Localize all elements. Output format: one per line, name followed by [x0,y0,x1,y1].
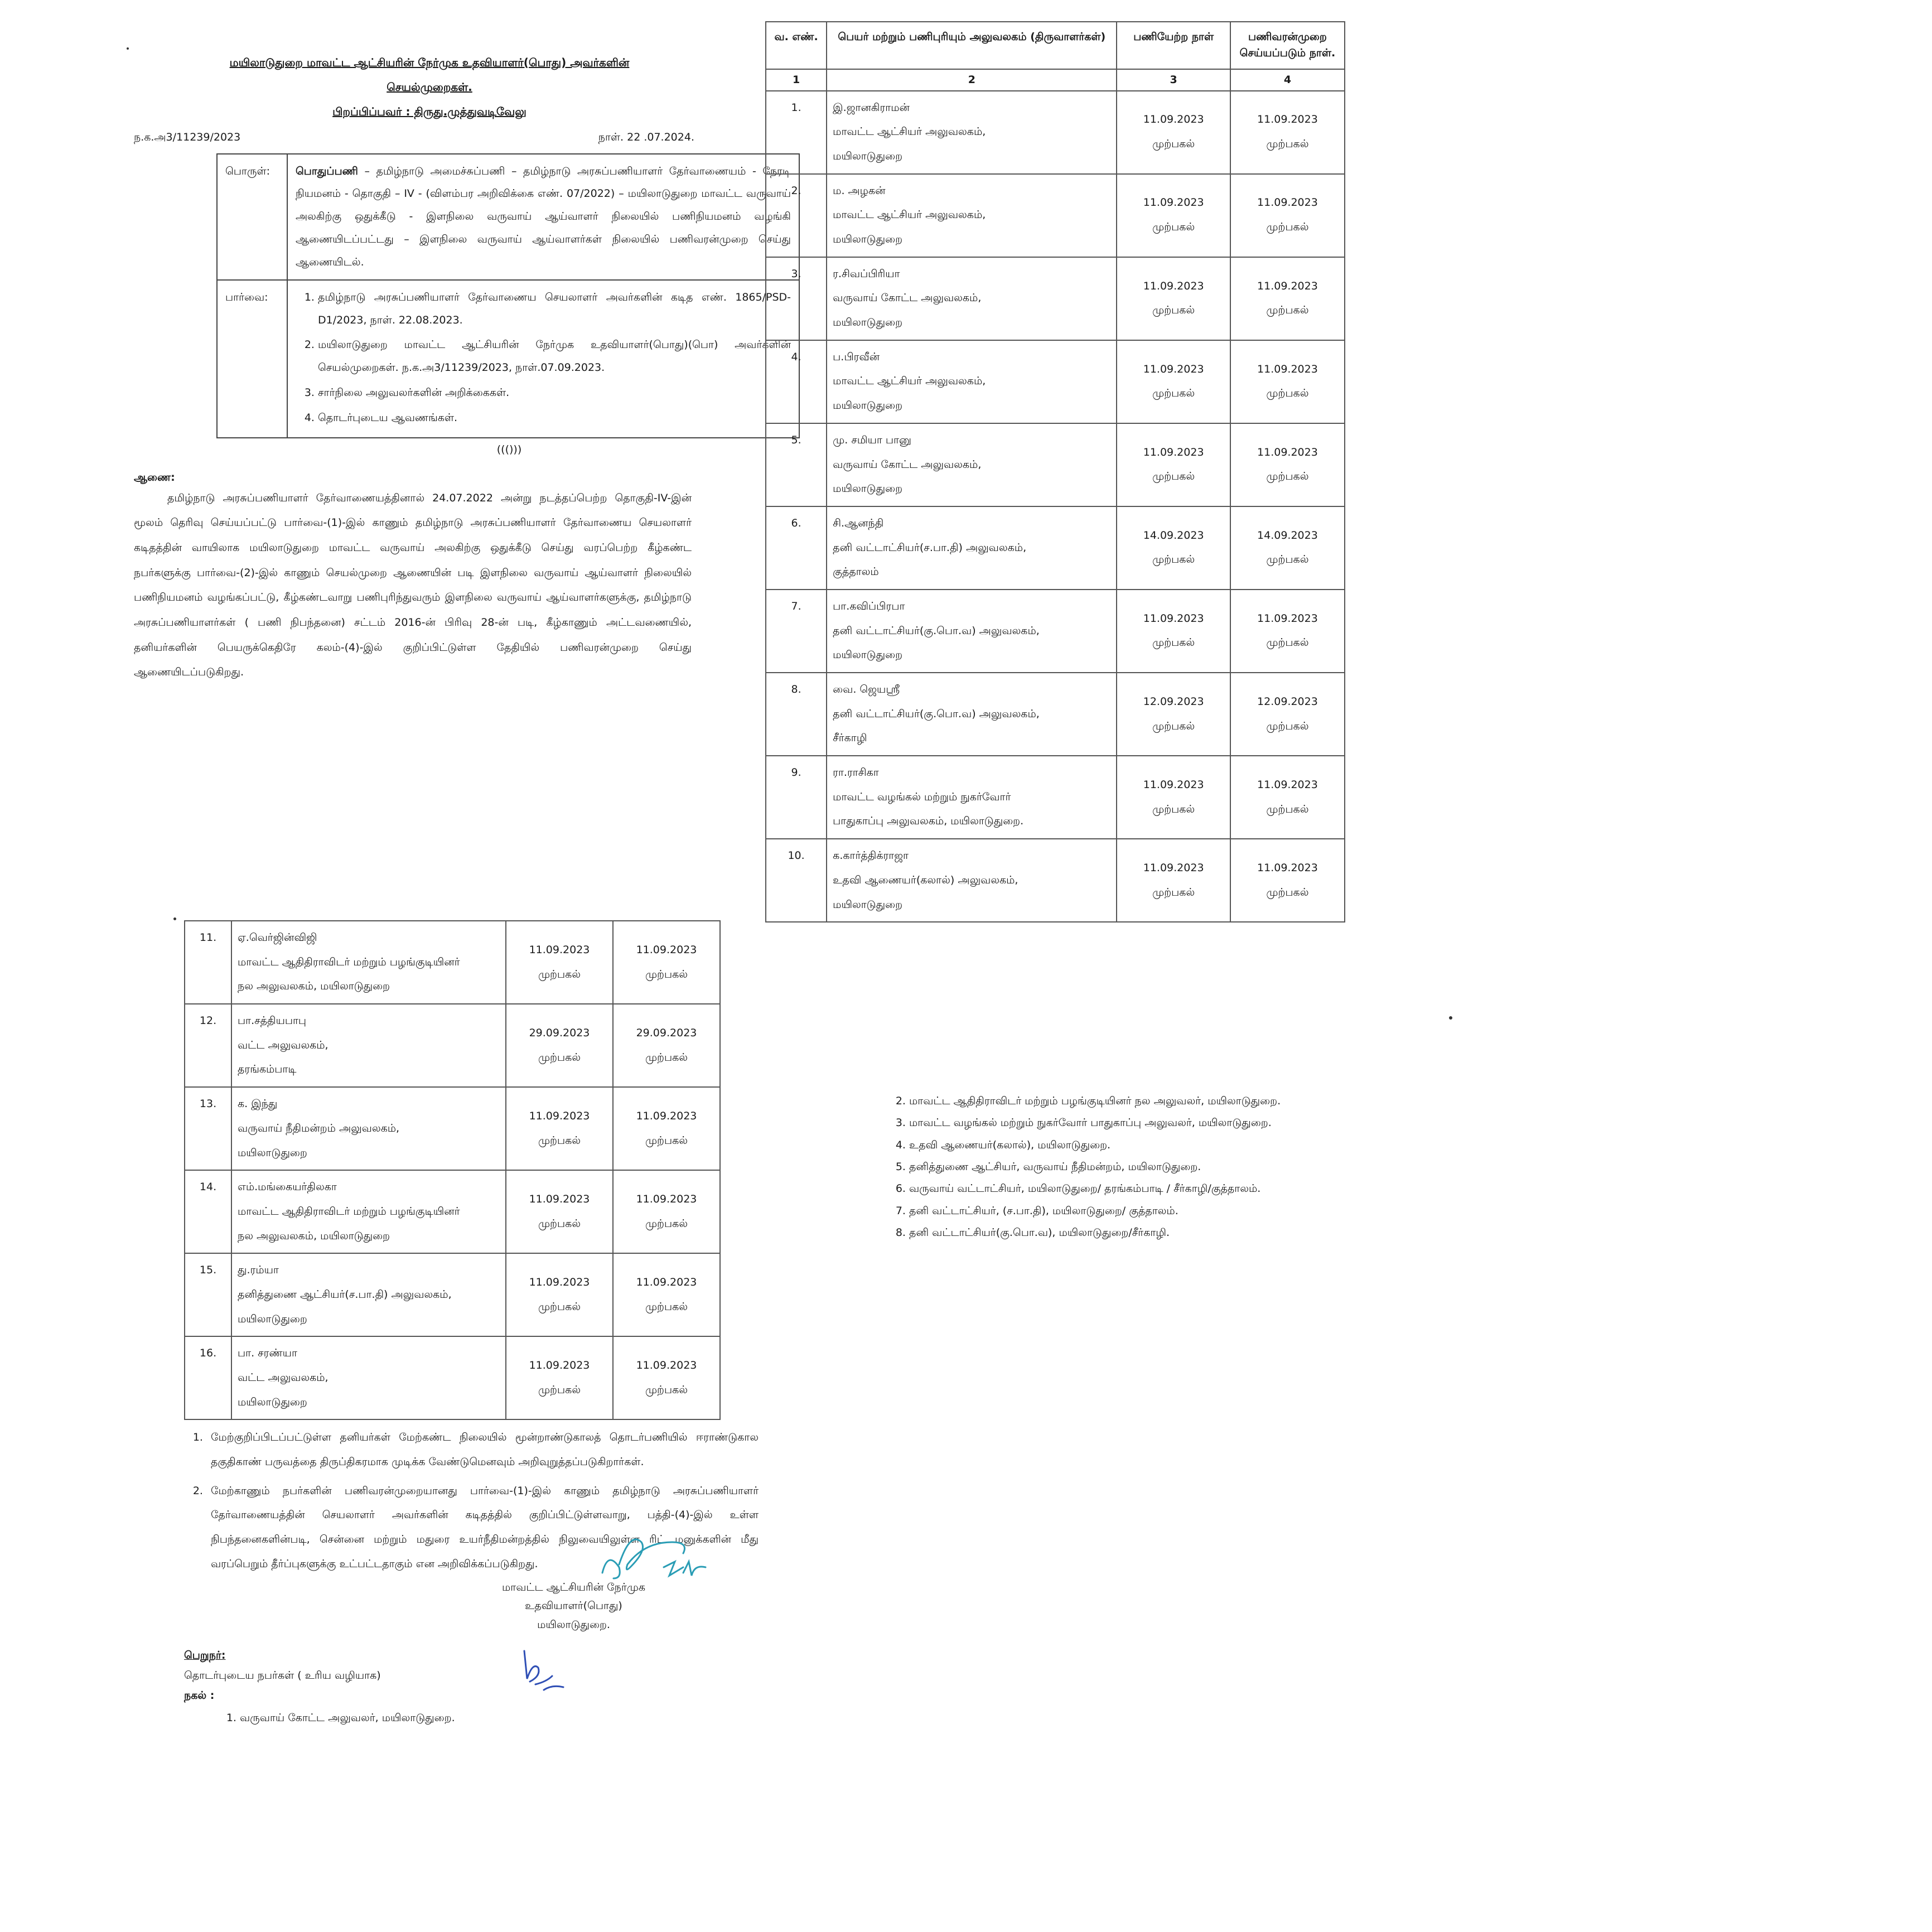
employee-name: ர.சிவப்பிரியா [833,267,900,280]
joined-date-cell [506,921,613,1004]
joined-date: 11.09.2023 [1143,861,1204,874]
joined-date-cell [1117,590,1230,673]
office-line: மயிலாடுதுறை [833,399,903,412]
regularised-session: முற்பகல் [645,1383,688,1396]
regularised-session: முற்பகல் [1266,553,1309,566]
office-line: மயிலாடுதுறை [833,149,903,162]
joined-session: முற்பகல் [1152,636,1195,649]
office-line: தரங்கம்பாடி [238,1063,297,1076]
employee-name: இ.ஜானகிராமன் [833,101,910,114]
column-index-row [766,69,1345,91]
joined-date-cell [506,1087,613,1170]
regularised-date-cell [613,1087,720,1170]
ref-date-line [134,129,692,146]
office-line: மாவட்ட ஆட்சியர் அலுவலகம், [833,209,986,221]
regularised-session: முற்பகல் [645,1300,688,1313]
office-line: மாவட்ட ஆட்சியர் அலுவலகம், [833,375,986,388]
table-row [766,257,1345,340]
note-item: 1. மேற்குறிப்பிடப்பட்டுள்ள தனியர்கள் மேற்கண்ட நிலையில் மூன்றாண்டுகாலத் தொடர்பணியில் ஈராண்டுகால தகுதிகாண் பருவத்தை திருப்திகரமாக முடிக்க வேண்டுமெனவும் அறிவுறுத்தப்படுகிறார்கள். [206,1426,759,1474]
table-row [185,1087,720,1170]
office-line: உதவி ஆணையர்(கலால்) அலுவலகம், [833,873,1018,886]
subject-label: பொருள்: [217,154,287,280]
table-row [185,1170,720,1253]
recipients-block [184,1645,574,1728]
office-line: மாவட்ட ஆதிதிராவிடர் மற்றும் பழங்குடியினர் [238,955,460,968]
reference-item: 2. மயிலாடுதுறை மாவட்ட ஆட்சியரின் நேர்முக உதவியாளர்(பொது)(பொ) அவர்களின் செயல்முறைகள். ந.க.அ3/11239/2023, நாள்.07.09.2023. [318,334,791,379]
office-line: மயிலாடுதுறை [833,649,903,661]
joined-date-cell [1117,340,1230,423]
serial-number: 12. [185,1004,231,1087]
regularised-date: 11.09.2023 [1257,363,1318,375]
signature-block [502,1578,645,1634]
regularised-date: 11.09.2023 [1257,612,1318,625]
table-body-page-1 [766,91,1345,922]
office-line: நல அலுவலகம், மயிலாடுதுறை [238,980,390,993]
col-header-name: பெயர் மற்றும் பணிபுரியும் அலுவலகம் (திருவாளர்கள்) [827,22,1117,69]
joined-session: முற்பகல் [538,1051,581,1064]
name-office-cell [827,590,1117,673]
serial-number: 7. [766,590,827,673]
regularised-date-cell [1230,506,1345,590]
regularised-session: முற்பகல் [1266,719,1309,732]
col-index: 2 [827,69,1117,91]
joined-session: முற்பகல் [538,1300,581,1313]
office-line: மயிலாடுதுறை [238,1312,307,1325]
col-index: 3 [1117,69,1230,91]
joined-session: முற்பகல் [1152,470,1195,483]
regularised-date-cell [613,1170,720,1253]
regularised-date-cell [1230,423,1345,506]
joined-session: முற்பகல் [1152,387,1195,400]
employee-name: க.கார்த்திக்ராஜா [833,849,909,862]
joined-date: 29.09.2023 [529,1026,590,1039]
table-row [766,839,1345,922]
office-line: தனி வட்டாட்சியர்(கு.பொ.வ) அலுவலகம், [833,707,1040,720]
office-line: நல அலுவலகம், மயிலாடுதுறை [238,1229,390,1242]
joined-date-cell [1117,756,1230,839]
joined-date-cell [1117,91,1230,174]
joined-session: முற்பகல் [1152,803,1195,815]
copy-item: 5. தனித்துணை ஆட்சியர், வருவாய் நீதிமன்றம், மயிலாடுதுறை. [909,1156,1389,1178]
joined-session: முற்பகல் [1152,221,1195,234]
joined-date: 11.09.2023 [1143,363,1204,375]
employee-name: எம்.மங்கையர்திலகா [238,1181,337,1194]
office-line: மாவட்ட ஆதிதிராவிடர் மற்றும் பழங்குடியினர் [238,1205,460,1218]
office-heading-2: செயல்முறைகள். [387,80,472,94]
regularised-session: முற்பகல் [645,1051,688,1064]
regularised-date: 11.09.2023 [636,1109,697,1122]
joined-date: 14.09.2023 [1143,529,1204,542]
serial-number: 13. [185,1087,231,1170]
table-row [766,423,1345,506]
employee-name: ப.பிரவீன் [833,350,880,363]
regularised-session: முற்பகல் [1266,138,1309,151]
employee-name: க. இந்து [238,1098,278,1110]
regularised-session: முற்பகல் [645,1134,688,1147]
serial-number: 6. [766,506,827,590]
recipients-to: தொடர்புடைய நபர்கள் ( உரிய வழியாக) [184,1669,381,1682]
office-line: வருவாய் நீதிமன்றம் அலுவலகம், [238,1122,400,1134]
joined-date-cell [1117,839,1230,922]
office-line: தனித்துணை ஆட்சியர்(ச.பா.தி) அலுவலகம், [238,1288,452,1301]
copy-item: 4. உதவி ஆணையர்(கலால்), மயிலாடுதுறை. [909,1134,1389,1156]
joined-date-cell [1117,506,1230,590]
scan-speck [173,917,176,920]
office-line: மயிலாடுதுறை [833,316,903,329]
joined-session: முற்பகல் [1152,553,1195,566]
order-second-page [184,920,759,1725]
table-row [185,1004,720,1087]
serial-number: 10. [766,839,827,922]
regularisation-table-continued [184,920,721,1420]
joined-date-cell [506,1336,613,1419]
subject-text [287,154,799,280]
table-row [766,91,1345,174]
order-heading: ஆணை: [134,471,175,484]
regularised-session: முற்பகல் [645,968,688,981]
regularised-date-cell [1230,257,1345,340]
joined-session: முற்பகல் [1152,138,1195,151]
scan-speck [1449,1016,1452,1020]
employee-name: ம. அழகன் [833,184,886,197]
regularised-date-cell [1230,839,1345,922]
copy-list-continued [887,1090,1389,1244]
table-row [185,921,720,1004]
office-line: மயிலாடுதுறை [238,1146,307,1159]
reference-list-cell [287,280,799,438]
reference-list [296,286,791,429]
office-line: மயிலாடுதுறை [833,482,903,495]
joined-date: 11.09.2023 [1143,446,1204,458]
note-item: 2. மேற்காணும் நபர்களின் பணிவரன்முறையானது பார்வை-(1)-இல் காணும் தமிழ்நாடு அரசுப்பணியாளர் தேர்வாணையத்தின் செயலாளர் அவர்களின் கடிதத்தில் குறிப்பிட்டுள்ளவாறு, பத்தி-(4)-இல் உள்ள நிபந்தனைகளின்படி, சென்னை மற்றும் மதுரை உயர்நீதிமன்றத்தில் நிலுவையிலுள்ள ரிட் மனுக்களின் மீது வரப்பெறும் தீர்ப்புகளுக்கு உட்பட்டதாகும் என அறிவிக்கப்படுகிறது. [206,1479,759,1577]
employee-name: ஏ.வெர்ஜின்விஜி [238,931,317,944]
regularised-date-cell [613,921,720,1004]
regularised-session: முற்பகல் [1266,886,1309,899]
joined-date-cell [506,1004,613,1087]
copy-list [887,1090,1389,1244]
signatory-place: மயிலாடுதுறை. [537,1618,610,1631]
regularised-date-cell [613,1004,720,1087]
regularised-date: 14.09.2023 [1257,529,1318,542]
joined-date: 11.09.2023 [529,1109,590,1122]
regularised-date-cell [613,1336,720,1419]
subject-reference-box [216,153,800,438]
joined-date: 11.09.2023 [529,943,590,956]
subject-lead: பொதுப்பணி [296,165,358,177]
reference-number: ந.க.அ3/11239/2023 [134,131,241,143]
office-line: குத்தாலம் [833,566,879,578]
copy-item: 8. தனி வட்டாட்சியர்(கு.பொ.வ), மயிலாடுதுறை/சீர்காழி. [909,1222,1389,1244]
regularised-session: முற்பகல் [1266,221,1309,234]
regularised-date-cell [1230,91,1345,174]
regularised-session: முற்பகல் [1266,387,1309,400]
joined-date-cell [1117,174,1230,257]
regularised-date: 12.09.2023 [1257,695,1318,708]
name-office-cell [827,340,1117,423]
regularised-session: முற்பகல் [645,1217,688,1230]
employee-name: ரா.ராசிகா [833,766,879,779]
name-office-cell [231,921,506,1004]
table-row [766,673,1345,756]
order-first-page [134,50,791,685]
serial-number: 11. [185,921,231,1004]
copy-item: 7. தனி வட்டாட்சியர், (ச.பா.தி), மயிலாடுதுறை/ குத்தாலம். [909,1200,1389,1222]
employee-name: பா. சரண்யா [238,1347,297,1360]
regularised-date: 11.09.2023 [1257,196,1318,209]
joined-session: முற்பகல் [538,1217,581,1230]
joined-date: 11.09.2023 [1143,778,1204,791]
section-divider: ((())) [496,443,522,456]
employee-name: து.ரம்யா [238,1264,279,1277]
serial-number: 15. [185,1253,231,1336]
regularised-date-cell [1230,673,1345,756]
regularised-date: 11.09.2023 [636,1359,697,1372]
regularised-date: 11.09.2023 [1257,279,1318,292]
copy-list-start [184,1708,574,1728]
name-office-cell [231,1170,506,1253]
name-office-cell [827,91,1117,174]
name-office-cell [231,1253,506,1336]
joined-date: 11.09.2023 [529,1276,590,1289]
name-office-cell [827,756,1117,839]
name-office-cell [827,423,1117,506]
serial-number: 16. [185,1336,231,1419]
serial-number: 14. [185,1170,231,1253]
joined-date-cell [506,1170,613,1253]
serial-number: 9. [766,756,827,839]
regularisation-table [765,21,1345,922]
regularised-date-cell [1230,174,1345,257]
regularised-date-cell [613,1253,720,1336]
serial-number: 1. [766,91,827,174]
joined-date-cell [1117,423,1230,506]
joined-date-cell [1117,673,1230,756]
regularised-date-cell [1230,590,1345,673]
joined-date-cell [1117,257,1230,340]
table-body-page-2 [185,921,720,1419]
copy-item: 2. மாவட்ட ஆதிதிராவிடர் மற்றும் பழங்குடியினர் நல அலுவலர், மயிலாடுதுறை. [909,1090,1389,1112]
reference-item: 3. சார்நிலை அலுவலர்களின் அறிக்கைகள். [318,381,791,404]
col-index: 4 [1230,69,1345,91]
table-row [766,174,1345,257]
name-office-cell [827,673,1117,756]
joined-date: 12.09.2023 [1143,695,1204,708]
regularised-session: முற்பகல் [1266,304,1309,317]
serial-number: 5. [766,423,827,506]
regularised-date: 11.09.2023 [1257,113,1318,126]
name-office-cell [827,257,1117,340]
office-line: வட்ட அலுவலகம், [238,1039,329,1051]
regularised-date: 11.09.2023 [636,1193,697,1206]
table-row [766,506,1345,590]
regularised-date: 11.09.2023 [1257,446,1318,458]
joined-date: 11.09.2023 [529,1359,590,1372]
col-header-serial: வ. எண். [766,22,827,69]
copy-item: 6. வருவாய் வட்டாட்சியர், மயிலாடுதுறை/ தரங்கம்பாடி / சீர்காழி/குத்தாலம். [909,1178,1389,1200]
employee-name: பா.சத்தியபாபு [238,1015,307,1027]
issuer-line: பிறப்பிப்பவர் : திருது.முத்துவடிவேலு [332,105,527,118]
joined-date: 11.09.2023 [1143,612,1204,625]
col-header-joined: பணியேற்ற நாள் [1117,22,1230,69]
copy-item: 3. மாவட்ட வழங்கல் மற்றும் நுகர்வோர் பாதுகாப்பு அலுவலர், மயிலாடுதுறை. [909,1112,1389,1134]
joined-session: முற்பகல் [538,968,581,981]
name-office-cell [827,506,1117,590]
table-row [766,590,1345,673]
joined-session: முற்பகல் [538,1383,581,1396]
joined-session: முற்பகல் [1152,304,1195,317]
office-line: மயிலாடுதுறை [833,898,903,911]
subject-body: – தமிழ்நாடு அமைச்சுப்பணி – தமிழ்நாடு அரசுப்பணியாளர் தேர்வாணையம் - நேரடி நியமனம் - தொகுதி – IV - (விளம்பர அறிவிக்கை எண். 07/2022) – மயிலாடுதுறை மாவட்ட வருவாய் அலகிற்கு ஒதுக்கீடு - இளநிலை வருவாய் ஆய்வாளர் நிலையில் பணிநியமனம் வழங்கி ஆணையிடப்பட்டது – இளநிலை வருவாய் ஆய்வாளர்கள் நிலையில் பணிவரன்முறை செய்து ஆணையிடல். [296,165,791,268]
office-line: தனி வட்டாட்சியர்(கு.பொ.வ) அலுவலகம், [833,624,1040,637]
reference-item: 4. தொடர்புடைய ஆவணங்கள். [318,407,791,429]
name-office-cell [827,174,1117,257]
joined-date: 11.09.2023 [1143,279,1204,292]
table-header-row [766,22,1345,69]
regularised-date: 11.09.2023 [636,1276,697,1289]
serial-number: 8. [766,673,827,756]
joined-date: 11.09.2023 [1143,113,1204,126]
joined-session: முற்பகல் [538,1134,581,1147]
serial-number: 3. [766,257,827,340]
regularisation-table-page-1 [765,21,1345,922]
office-line: தனி வட்டாட்சியர்(ச.பா.தி) அலுவலகம், [833,541,1027,554]
regularised-date: 11.09.2023 [1257,778,1318,791]
signatory-title-2: உதவியாளர்(பொது) [525,1600,622,1612]
joined-session: முற்பகல் [1152,719,1195,732]
regularised-session: முற்பகல் [1266,803,1309,815]
joined-date: 11.09.2023 [1143,196,1204,209]
col-index: 1 [766,69,827,91]
name-office-cell [231,1336,506,1419]
office-line: வட்ட அலுவலகம், [238,1371,329,1384]
office-line: சீர்காழி [833,732,867,745]
office-line: வருவாய் கோட்ட அலுவலகம், [833,458,982,471]
employee-name: மு. சமியா பானு [833,433,911,446]
table-row [185,1253,720,1336]
regularised-session: முற்பகல் [1266,470,1309,483]
name-office-cell [231,1004,506,1087]
signatory-title: மாவட்ட ஆட்சியரின் நேர்முக [502,1581,646,1593]
reference-item: 1. தமிழ்நாடு அரசுப்பணியாளர் தேர்வாணைய செயலாளர் அவர்களின் கடித எண். 1865/PSD-D1/2023, நாள். 22.08.2023. [318,286,791,332]
name-office-cell [231,1087,506,1170]
employee-name: சி.ஆனந்தி [833,516,884,529]
copy-item: 1. வருவாய் கோட்ட அலுவலர், மயிலாடுதுறை. [240,1708,574,1728]
office-line: வருவாய் கோட்ட அலுவலகம், [833,292,982,305]
joined-session: முற்பகல் [1152,886,1195,899]
order-body: தமிழ்நாடு அரசுப்பணியாளர் தேர்வாணையத்தினால் 24.07.2022 அன்று நடத்தப்பெற்ற தொகுதி-IV-இன் மூலம் தெரிவு செய்யப்பட்டு பார்வை-(1)-இல் காணும் தமிழ்நாடு அரசுப்பணியாளர் தேர்வாணைய செயலாளர் கடிதத்தின் வாயிலாக மயிலாடுதுறை மாவட்ட வருவாய் அலகிற்கு ஒதுக்கீடு செய்து வரப்பெற்ற கீழ்கண்ட நபர்களுக்கு பார்வை-(2)-இல் காணும் செயல்முறை ஆணையின் படி இளநிலை வருவாய் ஆய்வாளர் நிலையில் பணிநியமனம் வழங்கப்பட்டு, கீழ்கண்டவாறு பணிபுரிந்துவரும் இளநிலை வருவாய் ஆய்வாளர்களுக்கு, தமிழ்நாடு அரசுப்பணியாளர்கள் ( பணி நிபந்தனை) சட்டம் 2016-ன் பிரிவு 28-ன் படி, கீழ்காணும் அட்டவணையில், தனியர்களின் பெயருக்கெதிரே கலம்-(4)-இல் குறிப்பிட்டுள்ள தேதியில் பணிவரன்முறை செய்து ஆணையிடப்படுகிறது. [134,491,692,679]
order-date: நாள். 22 .07.2024. [598,131,694,143]
regularised-session: முற்பகல் [1266,636,1309,649]
table-row [766,340,1345,423]
serial-number: 4. [766,340,827,423]
regularised-date-cell [1230,340,1345,423]
copy-label: நகல் : [184,1689,215,1702]
reference-label: பார்வை: [217,280,287,438]
office-line: மாவட்ட ஆட்சியர் அலுவலகம், [833,125,986,138]
regularised-date: 11.09.2023 [636,943,697,956]
regularised-date: 11.09.2023 [1257,861,1318,874]
recipients-heading: பெறுநர்: [184,1649,226,1661]
office-line: மாவட்ட வழங்கல் மற்றும் நுகர்வோர் [833,790,1011,803]
regularised-date: 29.09.2023 [636,1026,697,1039]
table-row [766,756,1345,839]
joined-date-cell [506,1253,613,1336]
joined-date: 11.09.2023 [529,1193,590,1206]
employee-name: பா.கவிப்பிரபா [833,600,905,612]
office-line: மயிலாடுதுறை [238,1395,307,1408]
scan-speck [127,47,129,50]
name-office-cell [827,839,1117,922]
employee-name: வை. ஜெயஸ்ரீ [833,683,900,695]
serial-number: 2. [766,174,827,257]
office-line: பாதுகாப்பு அலுவலகம், மயிலாடுதுறை. [833,815,1024,828]
office-line: மயிலாடுதுறை [833,233,903,245]
office-heading: மயிலாடுதுறை மாவட்ட ஆட்சியரின் நேர்முக உதவியாளர்(பொது) அவர்களின் [229,56,630,69]
table-row [185,1336,720,1419]
regularised-date-cell [1230,756,1345,839]
col-header-regularised: பணிவரன்முறை செய்யப்படும் நாள். [1230,22,1345,69]
